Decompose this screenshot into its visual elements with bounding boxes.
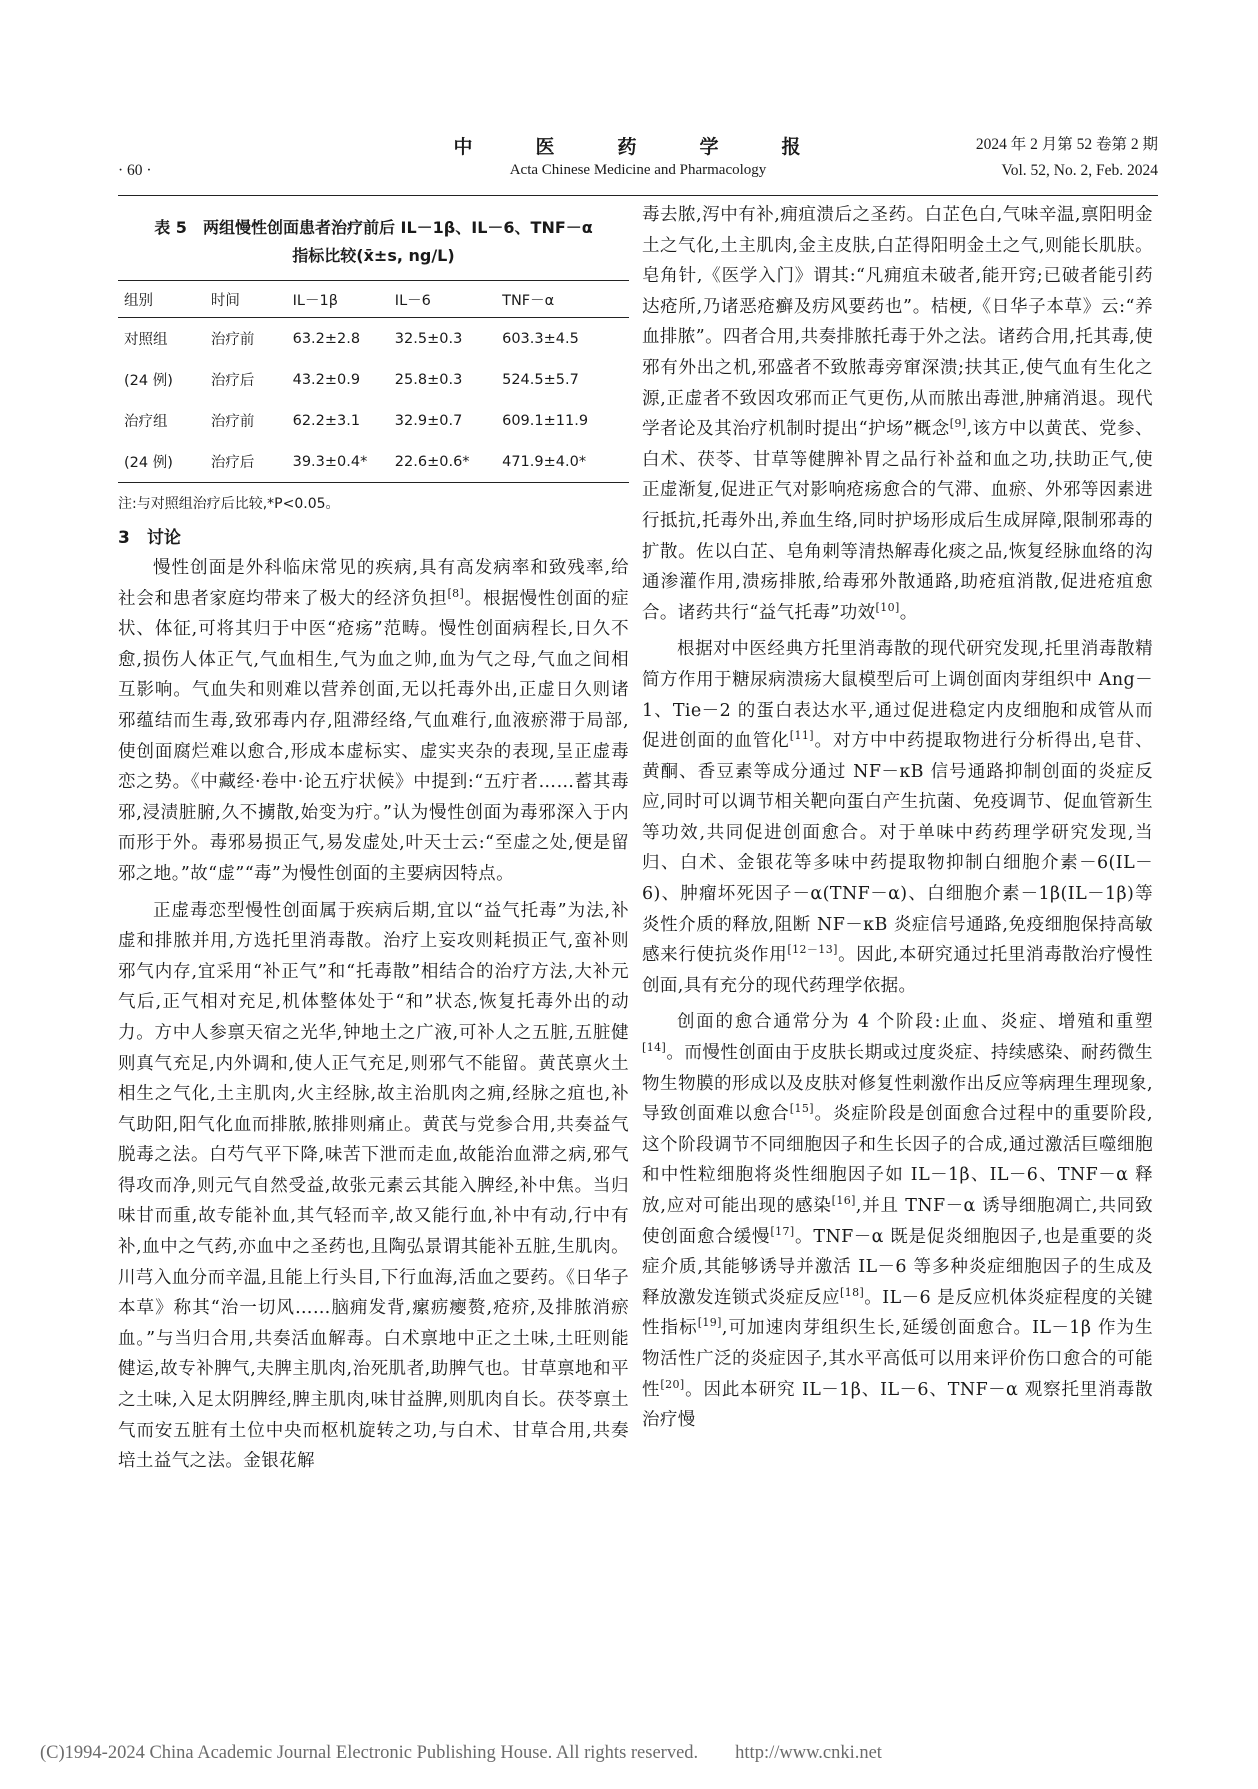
paragraph-text: 正虚毒恋型慢性创面属于疾病后期,宜以“益气托毒”为法,补虚和排脓并用,方选托里消毒散。治疗上妄攻则耗损正气,蛮补则邪气内存,宜采用“补正气”和“托毒散”相结合的治疗方法,大补元气后,正气相对充足,机体整体处于“和”状态,恢复托毒外出的动力。方中人参禀天宿之光华,钟地土之广液,可补人之五脏,五脏健则真气充足,内外调和,使人正气充足,则邪气不能留。黄芪禀火土相生之气化,土主肌肉,火主经脉,故主治肌肉之痈,经脉之疽也,补气助阳,阳气化血而排脓,脓排则痛止。黄芪与党参合用,共奏益气脱毒之法。白芍气平下降,味苦下泄而走血,故能治血滞之病,邪气得攻而净,则元气自然受益,故张元素云其能入脾经,补中焦。当归味甘而重,故专能补血,其气轻而辛,故又能行血,补中有动,行中有补,血中之气药,亦血中之圣药也,且陶弘景谓其能补五脏,生肌肉。川芎入血分而辛温,且能上行头目,下行血海,活血之要药。《日华子本草》称其“治一切风……脑痈发背,瘰疬瘿赘,疮疥,及排脓消瘀血。”与当归合用,共奏活血解毒。白术禀地中正之土味,土旺则能健运,故专补脾气,夫脾主肌肉,治死肌者,助脾气也。甘草禀地和平之土味,入足太阴脾经,脾主肌肉,味甘益脾,则肌肉自长。茯苓禀土气而安五脏有土位中央而枢机旋转之功,与白术、甘草合用,共奏培土益气之法。金银花解	[118, 900, 629, 1472]
body-paragraph	[642, 634, 1153, 1001]
body-paragraph	[118, 896, 629, 1477]
table-row	[118, 400, 629, 441]
table-cell: 治疗后	[210, 373, 255, 389]
table-cell: 32.5±0.3	[394, 330, 463, 347]
paragraph-text: 。对方中中药提取物进行分析得出,皂苷、黄酮、香豆素等成分通过 NF－κB 信号通路抑制创面的炎症反应,同时可以调节相关靶向蛋白产生抗菌、免疫调节、促血管新生等功效,共同促进创面愈合。对于单味中药药理学研究发现,当归、白术、金银花等多味中药提取物抑制白细胞介素－6(IL－6)、肿瘤坏死因子－α(TNF－α)、白细胞介素－1β(IL－1β)等炎性介质的释放,阻断 NF－κB 炎症信号通路,免疫细胞保持高敏感来行使抗炎作用	[642, 731, 1153, 966]
citation-ref: [17]	[770, 1224, 795, 1238]
column-header: IL－1β	[287, 281, 389, 318]
left-column	[118, 200, 629, 1477]
table-caption	[118, 214, 629, 270]
paragraph-text: 。而慢性创面由于皮肤长期或过度炎症、持续感染、耐药微生物生物膜的形成以及皮肤对修复性刺激作出反应等病理生理现象,导致创面难以愈合	[642, 1043, 1153, 1125]
table-caption-line1: 表 5 两组慢性创面患者治疗前后 IL－1β、IL－6、TNF－α	[154, 218, 593, 237]
body-paragraph	[642, 200, 1153, 628]
journal-title-en: Acta Chinese Medicine and Pharmacology	[509, 162, 767, 178]
paragraph-text: 根据对中医经典方托里消毒散的现代研究发现,托里消毒散精简方作用于糖尿病溃疡大鼠模型后可上调创面肉芽组织中 Ang－1、Tie－2 的蛋白表达水平,通过促进稳定内皮细胞和成管从而促进创面的血管化	[642, 639, 1153, 752]
table-cell: 治疗前	[210, 332, 255, 348]
citation-ref: [8]	[447, 586, 465, 600]
table-row	[118, 318, 629, 360]
paragraph-text: ,并且 TNF－α 诱导细胞凋亡,共同致使创面愈合缓慢	[642, 1196, 1153, 1247]
citation-ref: [16]	[831, 1194, 856, 1208]
paragraph-text: 。根据慢性创面的症状、体征,可将其归于中医“疮疡”范畴。慢性创面病程长,日久不愈,损伤人体正气,气血相生,气为血之帅,血为气之母,气血之间相互影响。气血失和则难以营养创面,无以托毒外出,正虚日久则诸邪蕴结而生毒,致邪毒内存,阻滞经络,气血难行,血液瘀滞于局部,使创面腐烂难以愈合,形成本虚标实、虚实夹杂的表现,呈正虚毒恋之势。《中藏经·卷中·论五疔状候》中提到:“五疔者……蓄其毒邪,浸渍脏腑,久不擄散,始变为疔。”认为慢性创面为毒邪深入于内而形于外。毒邪易损正气,易发虚处,叶天士云:“至虚之处,便是留邪之地。”故“虚”“毒”为慢性创面的主要病因特点。	[118, 588, 629, 884]
citation-ref: [9]	[949, 417, 967, 431]
table-cell: 治疗后	[205, 441, 287, 483]
citation-ref: [12－13]	[787, 943, 838, 957]
body-paragraph	[642, 1007, 1153, 1435]
issue-info-cn: 2024 年 2 月第 52 卷第 2 期	[975, 136, 1158, 153]
body-paragraph	[118, 553, 629, 890]
table-cell: 62.2±3.1	[292, 412, 361, 429]
page-header	[118, 132, 1158, 192]
paragraph-text: 。因此本研究 IL－1β、IL－6、TNF－α 观察托里消毒散治疗慢	[642, 1379, 1154, 1431]
table-cell: 22.6±0.6*	[389, 441, 496, 483]
table-cell: 603.3±4.5	[502, 330, 579, 347]
citation-ref: [18]	[840, 1285, 865, 1299]
paragraph-text: 慢性创面是外科临床常见的疾病,具有高发病率和致残率,给社会和患者家庭均带来了极大的经济负担	[118, 558, 629, 609]
section-heading: 3 讨论	[118, 528, 181, 548]
column-header: 组别	[118, 281, 205, 318]
issue-info-en: Vol. 52, No. 2, Feb. 2024	[1001, 162, 1158, 179]
paragraph-text: 。	[899, 602, 918, 623]
table-cell: (24 例)	[118, 441, 205, 483]
paragraph-text: 。炎症阶段是创面愈合过程中的重要阶段,这个阶段调节不同细胞因子和生长因子的合成,通过激活巨噬细胞和中性粒细胞将炎性细胞因子如 IL－1β、IL－6、TNF－α 释放,应对可能出现的感染	[642, 1104, 1153, 1216]
paragraph-text: ,该方中以黄芪、党参、白术、茯苓、甘草等健脾补胃之品行补益和血之功,扶助正气,使正虚渐复,促进正气对影响疮疡愈合的气滞、血瘀、外邪等因素进行抵抗,托毒外出,养血生络,同时护场形成后生成屏障,限制邪毒的扩散。佐以白芷、皂角刺等清热解毒化痰之品,恢复经脉血络的沟通渗灌作用,溃疡排脓,给毒邪外散通路,助疮疽消散,促进疮疽愈合。诸药共行“益气托毒”功效	[642, 419, 1154, 623]
column-header: 时间	[205, 281, 287, 318]
table-5	[118, 214, 629, 513]
table-cell: 43.2±0.9	[292, 371, 361, 388]
table-cell: 63.2±2.8	[292, 330, 361, 347]
table-caption-line2: 指标比较(x̄±s, ng/L)	[292, 246, 455, 265]
paragraph-text: 。TNF－α 既是促炎细胞因子,也是重要的炎症介质,其能够诱导并激活 IL－6 等多种炎症细胞因子的生成及释放激发连锁式炎症反应	[642, 1226, 1153, 1308]
table-cell: 39.3±0.4*	[287, 441, 389, 483]
column-header: IL－6	[389, 281, 496, 318]
table-cell: 609.1±11.9	[502, 412, 589, 429]
copyright-footer: (C)1994-2024 China Academic Journal Electronic Publishing House. All rights reserved. http://www.cnki.net	[40, 1743, 882, 1763]
journal-title-cn: 中 医 药 学 报	[453, 136, 823, 158]
citation-ref: [10]	[875, 600, 900, 614]
paragraph-text: 。因此,本研究通过托里消毒散治疗慢性创面,具有充分的现代药理学依据。	[642, 945, 1154, 996]
table-cell: 治疗组	[124, 414, 168, 430]
table-cell: 对照组	[124, 332, 168, 348]
data-table	[118, 280, 629, 483]
table-header-row	[118, 281, 629, 318]
column-header: TNF－α	[496, 281, 629, 318]
table-row	[118, 359, 629, 400]
paragraph-text: 创面的愈合通常分为 4 个阶段:止血、炎症、增殖和重塑	[677, 1012, 1153, 1033]
citation-ref: [20]	[660, 1377, 685, 1391]
citation-ref: [19]	[697, 1316, 722, 1330]
paragraph-text: ,可加速肉芽组织生长,延缓创面愈合。IL－1β 作为生物活性广泛的炎症因子,其水平高低可以用来评价伤口愈合的可能性	[642, 1318, 1153, 1400]
paragraph-text: 毒去脓,泻中有补,痈疽溃后之圣药。白芷色白,气味辛温,禀阳明金土之气化,土主肌肉,金主皮肤,白芷得阳明金土之气,则能长肌肤。皂角针,《医学入门》谓其:“凡痈疽未破者,能开窍;已破者能引药达疮所,乃诸恶疮癣及疠风要药也”。桔梗,《日华子本草》云:“养血排脓”。四者合用,共奏排脓托毒于外之法。诸药合用,托其毒,使邪有外出之机,邪盛者不致脓毒旁窜深溃;扶其正,使气血有生化之源,正虚者不致因攻邪而正气更伤,从而脓出毒泄,肿痛消退。现代学者论及其治疗机制时提出“护场”概念	[642, 205, 1153, 440]
table-cell: 25.8±0.3	[394, 371, 463, 388]
citation-ref: [14]	[642, 1041, 667, 1055]
table-cell: (24 例)	[124, 373, 173, 389]
right-column	[642, 200, 1153, 1436]
table-note: 注:与对照组治疗后比较,*P<0.05。	[118, 496, 340, 512]
paragraph-text: 。IL－6 是反应机体炎症程度的关键性指标	[642, 1287, 1153, 1339]
table-cell: 32.9±0.7	[394, 412, 463, 429]
table-row	[118, 441, 629, 483]
citation-ref: [11]	[789, 729, 814, 743]
page-number: · 60 ·	[118, 162, 152, 179]
table-cell: 471.9±4.0*	[496, 441, 629, 483]
table-cell: 524.5±5.7	[502, 371, 579, 388]
table-cell: 治疗前	[210, 414, 255, 430]
citation-ref: [15]	[789, 1102, 814, 1116]
header-rule	[118, 195, 1158, 196]
